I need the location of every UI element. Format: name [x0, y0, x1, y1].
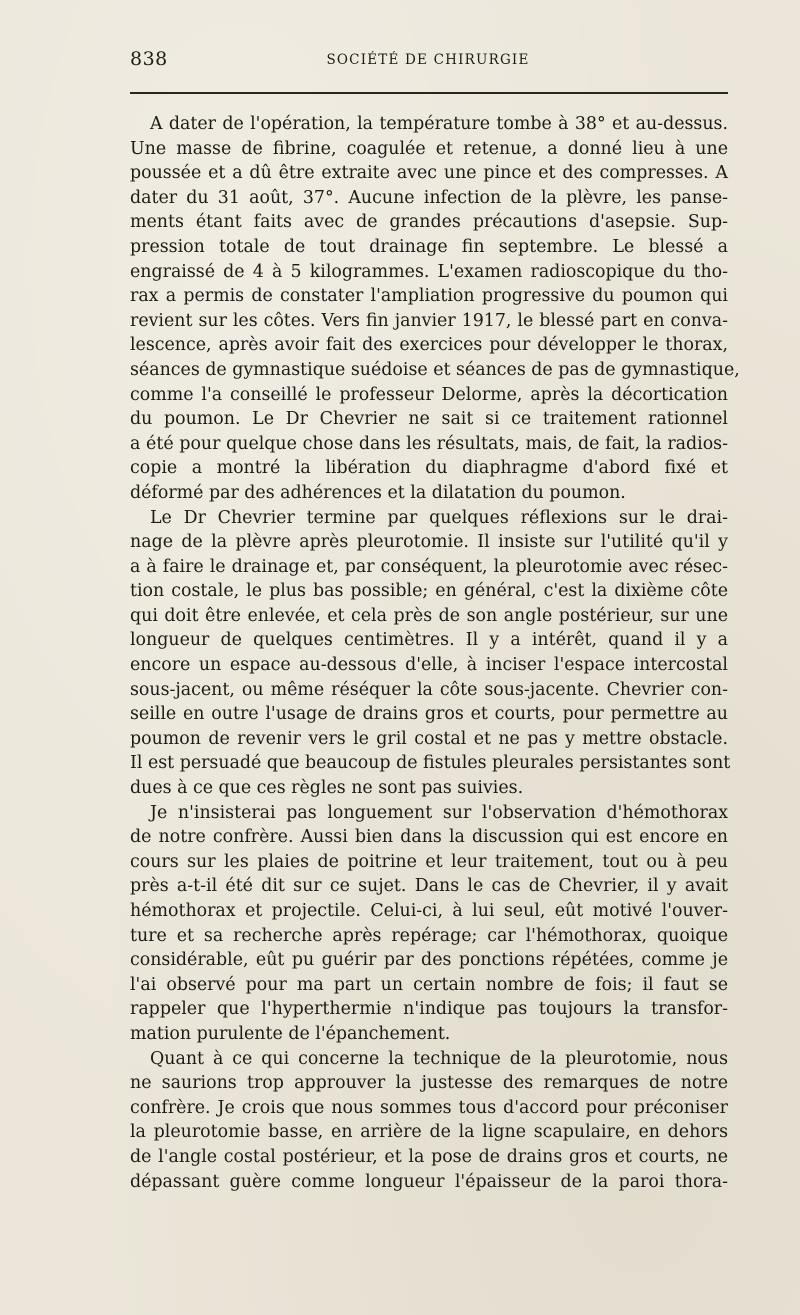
text-line: tion costale, le plus bas possible; en général, c'est la dixième côte: [130, 581, 728, 602]
text-line: hémothorax et projectile. Celui-ci, à lui seul, eût motivé l'ouver-: [130, 901, 728, 921]
text-line: encore un espace au-dessous d'elle, à inciser l'espace intercostal: [130, 655, 728, 676]
text-line: a été pour quelque chose dans les résultats, mais, de fait, la radios-: [130, 433, 728, 454]
page-header: [130, 48, 726, 72]
text-line: du poumon. Le Dr Chevrier ne sait si ce traitement rationnel: [130, 409, 728, 430]
text-line: mation purulente de l'épanchement.: [130, 1023, 451, 1044]
text-line: poumon de revenir vers le gril costal et ne pas y mettre obstacle.: [130, 728, 728, 749]
text-line: ments étant faits avec de grandes précautions d'asepsie. Sup-: [130, 212, 728, 233]
text-line: lescence, après avoir fait des exercices pour développer le thorax,: [130, 335, 728, 356]
text-line: A dater de l'opération, la température tombe à 38° et au-dessus.: [150, 114, 728, 134]
text-line: poussée et a dû être extraite avec une pince et des compresses. A: [130, 163, 728, 184]
text-line: l'ai observé pour ma part un certain nombre de fois; il faut se: [130, 974, 728, 995]
header-rule: [130, 92, 728, 94]
text-line: Quant à ce qui concerne la technique de la pleurotomie, nous: [150, 1048, 728, 1069]
text-line: séances de gymnastique suédoise et séances de pas de gymnastique,: [130, 359, 740, 380]
page-number: 838: [130, 48, 168, 70]
text-line: engraissé de 4 à 5 kilogrammes. L'examen radioscopique du tho-: [130, 261, 728, 282]
text-line: près a-t-il été dit sur ce sujet. Dans le cas de Chevrier, il y avait: [130, 876, 728, 897]
text-line: Une masse de fibrine, coagulée et retenue, a donné lieu à une: [130, 138, 728, 159]
text-line: confrère. Je crois que nous sommes tous d'accord pour préconiser: [130, 1097, 728, 1118]
text-line: Il est persuadé que beaucoup de fistules pleurales persistantes sont: [130, 753, 731, 774]
text-line: qui doit être enlevée, et cela près de son angle postérieur, sur une: [130, 605, 728, 626]
text-line: seille en outre l'usage de drains gros et courts, pour permettre au: [130, 704, 728, 725]
text-line: la pleurotomie basse, en arrière de la ligne scapulaire, en dehors: [130, 1122, 728, 1143]
text-line: ture et sa recherche après repérage; car l'hémothorax, quoique: [130, 925, 728, 946]
text-line: cours sur les plaies de poitrine et leur traitement, tout ou à peu: [130, 851, 728, 872]
text-line: Je n'insisterai pas longuement sur l'observation d'hémothorax: [150, 802, 728, 823]
text-line: de l'angle costal postérieur, et la pose de drains gros et courts, ne: [130, 1146, 728, 1167]
text-line: considérable, eût pu guérir par des ponctions répétées, comme je: [130, 950, 728, 971]
text-line: ne saurions trop approuver la justesse des remarques de notre: [130, 1073, 728, 1094]
text-line: déformé par des adhérences et la dilatation du poumon.: [130, 482, 626, 503]
text-line: a à faire le drainage et, par conséquent, la pleurotomie avec résec-: [130, 556, 728, 577]
text-line: dues à ce que ces règles ne sont pas suivies.: [130, 778, 524, 799]
text-line: dater du 31 août, 37°. Aucune infection de la plèvre, les panse-: [130, 187, 728, 208]
text-line: comme l'a conseillé le professeur Delorme, après la décortication: [130, 384, 728, 405]
text-line: sous-jacent, ou même réséquer la côte sous-jacente. Chevrier con-: [130, 679, 728, 700]
running-head: SOCIÉTÉ DE CHIRURGIE: [326, 52, 530, 68]
text-line: Le Dr Chevrier termine par quelques réflexions sur le drai-: [150, 507, 728, 528]
text-line: longueur de quelques centimètres. Il y a intérêt, quand il y a: [130, 630, 728, 651]
text-line: dépassant guère comme longueur l'épaisseur de la paroi thora-: [130, 1171, 728, 1192]
text-line: nage de la plèvre après pleurotomie. Il insiste sur l'utilité qu'il y: [130, 532, 728, 553]
body-text: [130, 112, 740, 1194]
text-line: rappeler que l'hyperthermie n'indique pas toujours la transfor-: [130, 999, 728, 1020]
text-line: rax a permis de constater l'ampliation progressive du poumon qui: [130, 286, 728, 307]
text-line: copie a montré la libération du diaphragme d'abord fixé et: [130, 458, 728, 479]
text-line: revient sur les côtes. Vers fin janvier 1917, le blessé part en conva-: [130, 310, 728, 331]
text-line: de notre confrère. Aussi bien dans la discussion qui est encore en: [130, 827, 728, 848]
text-line: pression totale de tout drainage fin septembre. Le blessé a: [130, 236, 728, 257]
